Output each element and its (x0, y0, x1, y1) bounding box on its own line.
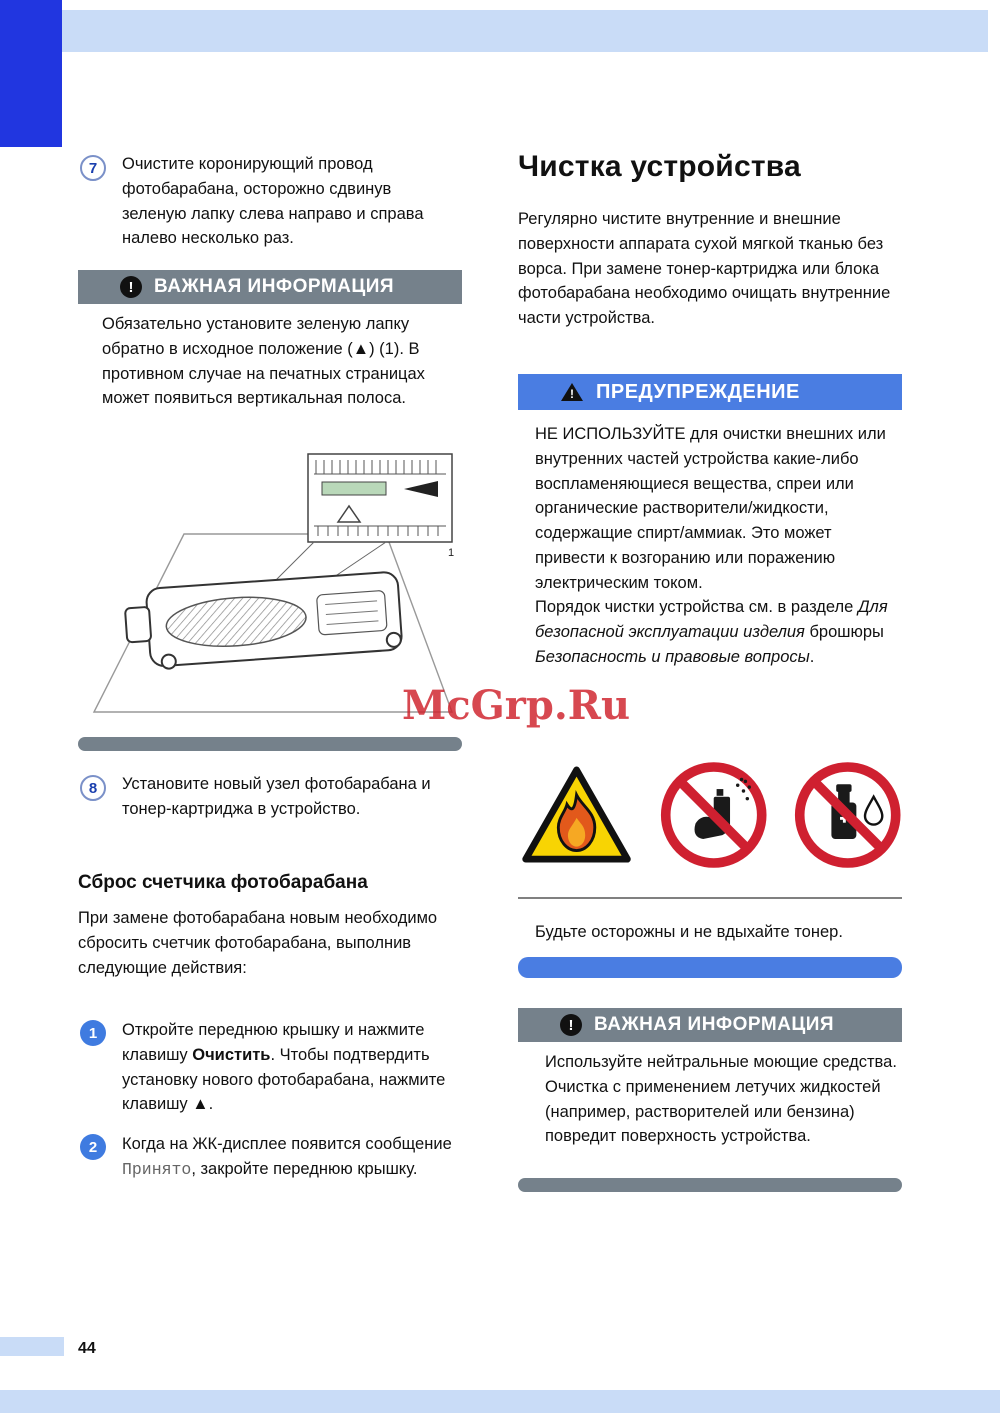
step-8-number: 8 (88, 779, 98, 797)
warning-endbar (518, 957, 902, 978)
important-title-right: ВАЖНАЯ ИНФОРМАЦИЯ (594, 1014, 835, 1035)
important-endbar-right (518, 1178, 902, 1192)
svg-text:!: ! (570, 387, 574, 401)
substep-1-badge (80, 1020, 106, 1046)
step-8-text: Установите новый узел фотобарабана и тонер-картриджа в устройство. (122, 775, 431, 818)
substep-2-number: 2 (88, 1138, 98, 1156)
step-7-number: 7 (88, 159, 98, 177)
lcd-message: Принято (122, 1159, 192, 1179)
substep-1-text-pre: Откройте переднюю крышку и нажмите клавишу (122, 1021, 425, 1064)
safety-section-title: Для безопасной эксплуатации изделия (535, 598, 888, 641)
exclamation-circle-icon: ! (120, 276, 142, 298)
section-title: Чистка устройства (518, 150, 801, 183)
warning-body-main: НЕ ИСПОЛЬЗУЙТЕ для очистки внешних или внутренних частей устройства какие-либо воспламеняющиеся вещества, спреи или органические растворители/жидкости, содержащие спирт/аммиак. Это может привести к возгоранию или поражению электрическим током. (535, 425, 886, 592)
important-header-left (78, 270, 462, 304)
no-spray-icon (659, 758, 768, 872)
important-body-left: Обязательно установите зеленую лапку обратно в исходное положение (▲) (1). В противном случае на печатных страницах может появиться вертикальная полоса. (102, 315, 425, 408)
step-7-text: Очистите коронирующий провод фотобарабана, осторожно сдвинув зеленую лапку слева направо и справа налево несколько раз. (122, 155, 424, 248)
warning-title: ПРЕДУПРЕЖДЕНИЕ (596, 380, 800, 403)
warning-ref-post: . (809, 647, 815, 666)
flammable-icon (518, 760, 635, 870)
subheading-drum-counter-reset: Сброс счетчика фотобарабана (78, 872, 368, 893)
important-title-left: ВАЖНАЯ ИНФОРМАЦИЯ (154, 276, 395, 297)
warning-body (535, 422, 905, 670)
exclamation-circle-icon: ! (560, 1014, 582, 1036)
section-intro: Регулярно чистите внутренние и внешние поверхности аппарата сухой мягкой тканью без ворса. При замене тонер-картриджа или блока фотобарабана необходимо очищать внутренние части устройства. (518, 210, 891, 327)
footer-strip (0, 1390, 1000, 1413)
page-number: 44 (78, 1340, 96, 1357)
step-7-badge (80, 155, 106, 181)
header-strip (62, 10, 988, 52)
substep-1-text (122, 1018, 467, 1117)
warning-triangle-icon (560, 381, 584, 403)
no-solvent-icon (793, 758, 902, 872)
important-body-right: Используйте нейтральные моющие средства. Очистка с применением летучих жидкостей (например, растворителей или бензина) повредит поверхность устройства. (545, 1053, 897, 1146)
safety-booklet-title: Безопасность и правовые вопросы (535, 647, 810, 666)
clear-key-label: Очистить (192, 1045, 271, 1064)
warning-ref-mid: брошюры (804, 623, 884, 641)
warning-ref-pre: Порядок чистки устройства см. в разделе (535, 598, 858, 617)
footer-left-strip (0, 1337, 64, 1356)
substep-1-text-post: . Чтобы подтвердить установку нового фотобарабана, нажмите клавишу ▲. (122, 1045, 446, 1114)
substep-2-badge (80, 1134, 106, 1160)
figure-callout-label: 1 (448, 547, 455, 559)
caution-text: Будьте осторожны и не вдыхайте тонер. (535, 923, 843, 941)
substep-2-text (122, 1132, 467, 1183)
warning-header (518, 374, 902, 410)
substep-1-number: 1 (88, 1024, 98, 1042)
important-header-right (518, 1008, 902, 1042)
substep-2-text-pre: Когда на ЖК-дисплее появится сообщение (122, 1135, 452, 1153)
reset-intro-text: При замене фотобарабана новым необходимо сбросить счетчик фотобарабана, выполнив следующие действия: (78, 909, 438, 977)
corner-accent-block (0, 0, 62, 147)
green-tab (322, 482, 386, 495)
substep-2-text-post: , закройте переднюю крышку. (191, 1159, 418, 1178)
watermark: McGrp.Ru (402, 682, 631, 729)
hazard-icons-row (518, 758, 902, 872)
important-endbar-left (78, 737, 462, 751)
step-8-badge (80, 775, 106, 801)
caution-divider (518, 897, 902, 899)
